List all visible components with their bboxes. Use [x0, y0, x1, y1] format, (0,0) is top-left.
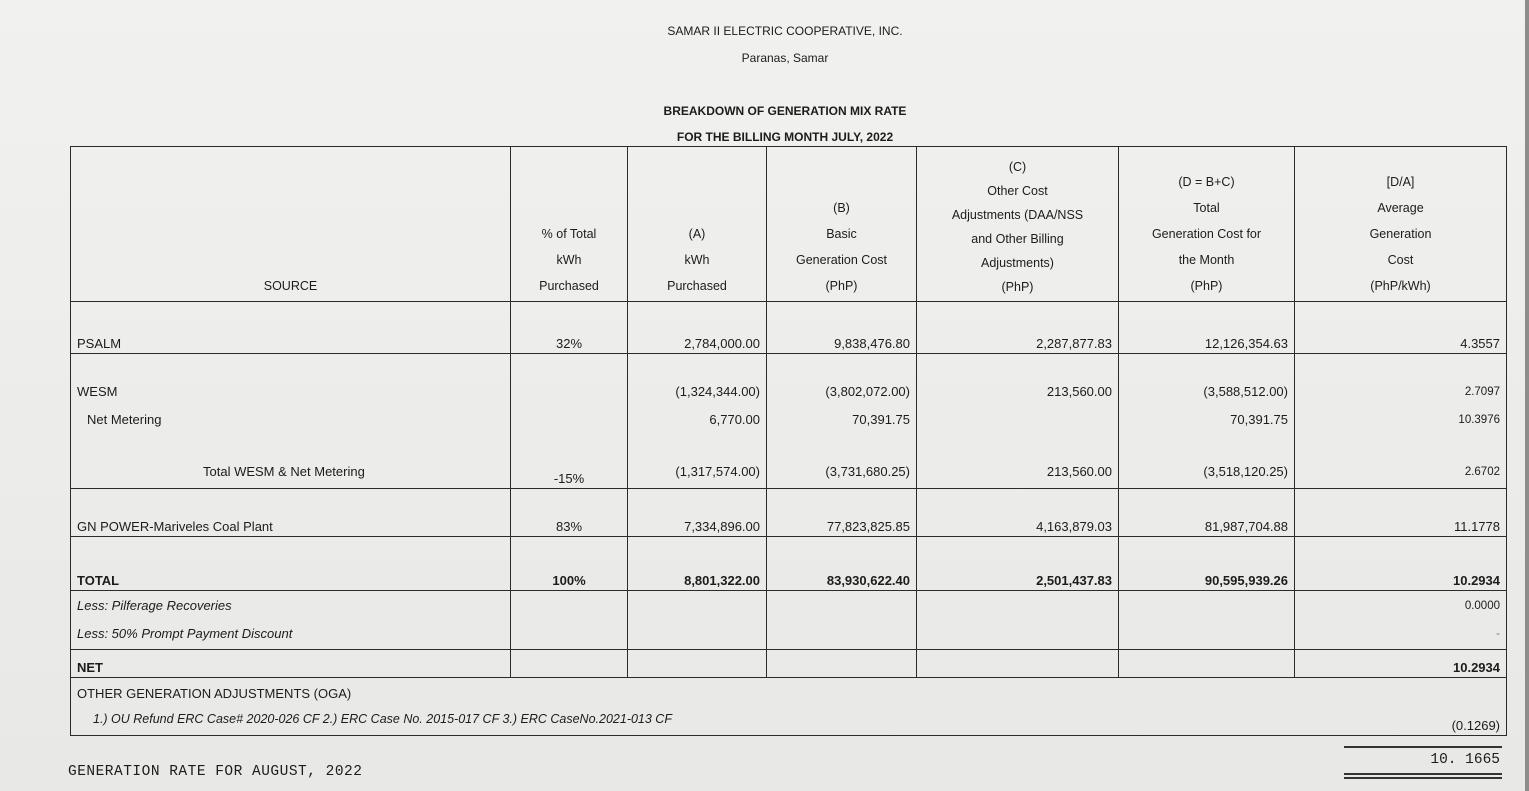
empty-cell: [1119, 650, 1295, 678]
d-header-line: (PhP): [1190, 279, 1223, 293]
generation-mix-table: [70, 146, 1507, 736]
d-header-line: Generation Cost for: [1151, 227, 1262, 241]
column-header-row: [71, 147, 1507, 302]
empty-cell: [767, 591, 917, 650]
oga-value: (0.1269): [1295, 678, 1507, 736]
page-edge: [1525, 0, 1529, 791]
source-label: WESM: [77, 384, 118, 399]
d-header-line: the Month: [1178, 253, 1235, 267]
a-header-line: (A): [688, 227, 706, 241]
b-cell: 83,930,622.40: [767, 537, 917, 591]
source-cell: TOTAL: [71, 537, 511, 591]
a-header: [628, 147, 767, 302]
d-value: (3,518,120.25): [1203, 464, 1288, 479]
c-cell: 2,287,877.83: [917, 302, 1119, 354]
c-header-line: and Other Billing: [971, 232, 1064, 246]
c-header-line: Adjustments (DAA/NSS: [951, 208, 1084, 222]
report-title: BREAKDOWN OF GENERATION MIX RATE: [663, 104, 907, 118]
e-header: [1295, 147, 1507, 302]
d-header-line: (D = B+C): [1178, 175, 1235, 189]
empty-cell: [917, 650, 1119, 678]
b-header-line: Generation Cost: [795, 253, 888, 267]
e-header-line: Generation: [1369, 227, 1432, 241]
a-value: (1,317,574.00): [675, 464, 760, 479]
source-label: Total WESM & Net Metering: [203, 464, 365, 479]
c-header-line: (PhP): [1001, 280, 1034, 294]
c-header-line: (C): [1008, 160, 1027, 174]
pct-header-line: kWh: [556, 253, 582, 267]
empty-cell: [1119, 591, 1295, 650]
report-subtitle: FOR THE BILLING MONTH JULY, 2022: [676, 130, 894, 144]
source-label: Net Metering: [87, 412, 162, 427]
spacer: [923, 406, 1112, 434]
a-cell: 8,801,322.00: [628, 537, 767, 591]
d-header-line: Total: [1193, 201, 1220, 215]
b-header-line: (B): [833, 201, 850, 215]
b-value: (3,802,072.00): [825, 384, 910, 399]
e-value: 10.3976: [1458, 414, 1500, 426]
generation-rate-label: GENERATION RATE FOR AUGUST, 2022: [68, 764, 363, 780]
source-cell: NET: [71, 650, 511, 678]
e-cell: [1295, 354, 1507, 489]
b-header: [767, 147, 917, 302]
c-header: [917, 147, 1119, 302]
a-cell: 7,334,896.00: [628, 489, 767, 537]
source-header: SOURCE: [71, 147, 511, 302]
a-cell: 2,784,000.00: [628, 302, 767, 354]
a-value: 6,770.00: [709, 412, 760, 427]
pct-header-line: Purchased: [539, 279, 599, 293]
oga-detail: 1.) OU Refund ERC Case# 2020-026 CF 2.) ERC Case No. 2015-017 CF 3.) ERC CaseNo.2021-013 CF: [93, 712, 672, 726]
b-value: 70,391.75: [852, 412, 910, 427]
a-header-line: kWh: [684, 253, 710, 267]
e-value: 0.0000: [1464, 600, 1500, 612]
source-cell: GN POWER-Mariveles Coal Plant: [71, 489, 511, 537]
a-cell: [628, 354, 767, 489]
empty-cell: [511, 650, 628, 678]
b-cell: [767, 354, 917, 489]
d-cell: 12,126,354.63: [1119, 302, 1295, 354]
company-location: Paranas, Samar: [741, 51, 829, 65]
e-header-line: [D/A]: [1386, 175, 1415, 189]
pct-cell: 100%: [511, 537, 628, 591]
b-header-line: Basic: [826, 227, 857, 241]
empty-cell: [917, 591, 1119, 650]
source-label: Less: Pilferage Recoveries: [77, 598, 232, 613]
b-cell: 77,823,825.85: [767, 489, 917, 537]
a-header-line: Purchased: [667, 279, 727, 293]
a-value: (1,324,344.00): [675, 384, 760, 399]
e-value: -: [1496, 628, 1500, 640]
spacer: [1125, 434, 1288, 458]
d-cell: 90,595,939.26: [1119, 537, 1295, 591]
table-row-net: [71, 650, 1507, 678]
total-rule-double-2: [1344, 777, 1502, 779]
e-cell: 4.3557: [1295, 302, 1507, 354]
d-cell: [1119, 354, 1295, 489]
deductions-source-cell: [71, 591, 511, 650]
oga-cell: [71, 678, 1295, 736]
d-cell: 81,987,704.88: [1119, 489, 1295, 537]
c-cell: [917, 354, 1119, 489]
c-header-line: Adjustments): [981, 256, 1054, 270]
e-header-line: Cost: [1387, 253, 1414, 267]
spacer: [773, 434, 910, 458]
d-value: 70,391.75: [1230, 412, 1288, 427]
e-header-line: (PhP/kWh): [1370, 279, 1431, 293]
d-header: [1119, 147, 1295, 302]
e-value: 2.6702: [1464, 466, 1500, 478]
c-value: 213,560.00: [1046, 384, 1112, 399]
oga-label: OTHER GENERATION ADJUSTMENTS (OGA): [77, 686, 352, 701]
c-header-line: Other Cost: [987, 184, 1048, 198]
generation-rate-value: 10. 1665: [1430, 752, 1500, 768]
c-cell: 4,163,879.03: [917, 489, 1119, 537]
b-value: (3,731,680.25): [825, 464, 910, 479]
c-cell: 2,501,437.83: [917, 537, 1119, 591]
table-row-total: [71, 537, 1507, 591]
total-rule-double-1: [1344, 773, 1502, 775]
table-row-gn-power: [71, 489, 1507, 537]
source-cell: PSALM: [71, 302, 511, 354]
spacer: [77, 434, 504, 458]
source-label: Less: 50% Prompt Payment Discount: [77, 626, 293, 641]
spacer: [634, 434, 760, 458]
pct-cell: 32%: [511, 302, 628, 354]
empty-cell: [767, 650, 917, 678]
table-row-deductions: [71, 591, 1507, 650]
b-header-line: (PhP): [825, 279, 858, 293]
empty-cell: [628, 591, 767, 650]
wesm-source-cell: [71, 354, 511, 489]
e-cell: 11.1778: [1295, 489, 1507, 537]
e-cell: [1295, 591, 1507, 650]
pct-header-line: % of Total: [541, 227, 597, 241]
b-cell: 9,838,476.80: [767, 302, 917, 354]
company-name: SAMAR II ELECTRIC COOPERATIVE, INC.: [667, 24, 903, 38]
e-header-line: Average: [1377, 201, 1424, 215]
pct-header: [511, 147, 628, 302]
spacer: [923, 434, 1112, 458]
table-row-psalm: [71, 302, 1507, 354]
table-row-oga: [71, 678, 1507, 736]
spacer: [1301, 434, 1500, 458]
c-value: 213,560.00: [1046, 464, 1112, 479]
e-cell: 10.2934: [1295, 537, 1507, 591]
e-value: 2.7097: [1464, 386, 1500, 398]
total-rule-top: [1344, 746, 1502, 748]
e-cell: 10.2934: [1295, 650, 1507, 678]
d-value: (3,588,512.00): [1203, 384, 1288, 399]
pct-cell: 83%: [511, 489, 628, 537]
empty-cell: [511, 591, 628, 650]
table-row-wesm-group: [71, 354, 1507, 489]
empty-cell: [628, 650, 767, 678]
pct-cell: -15%: [511, 354, 628, 489]
